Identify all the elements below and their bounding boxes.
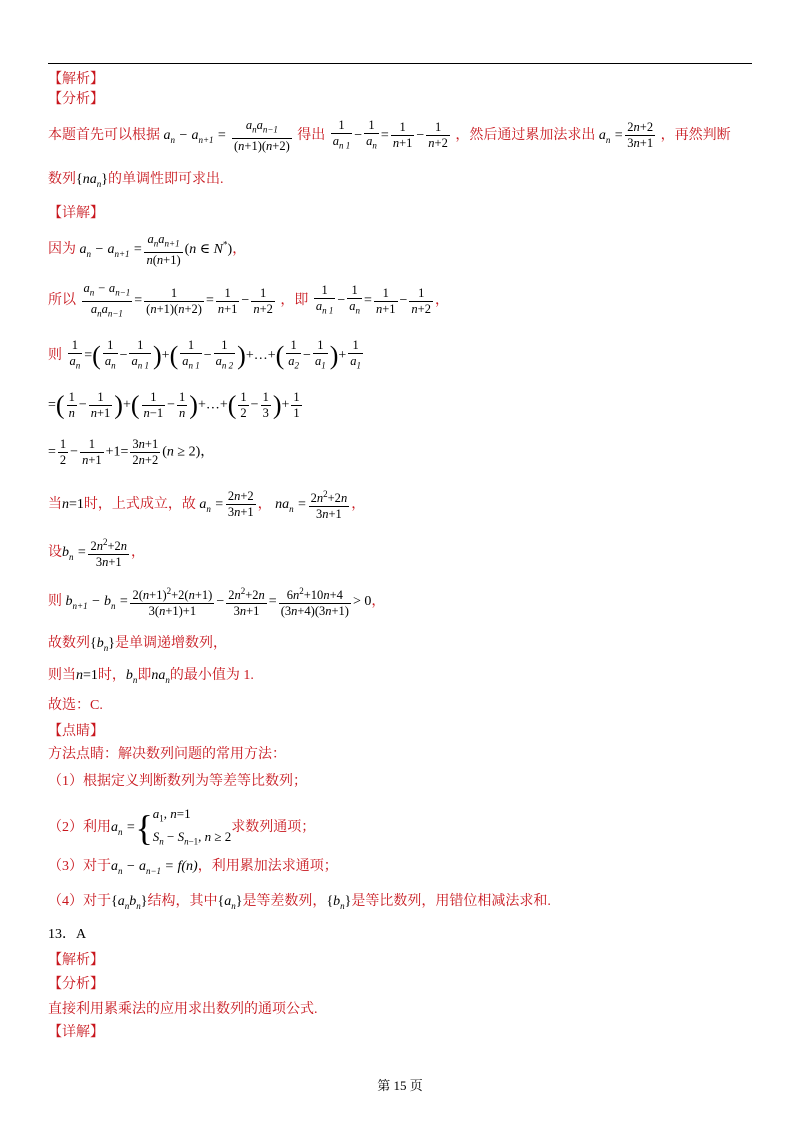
eq-then-1: 则 $\frac{1}{a_n}$ =( $\frac{1}{a_n}$ − $\frac{1}{a_{n 1}}$ )+( $\frac{1}{a_{n 1}}$ − $\frac{1}{a_{n 2}}$ )+…+( $\frac{1}{a_2}$ − $\frac{1}{a_1}$ )+ $\frac{1}{a_1}$ (48, 338, 362, 371)
intro-line-2: 数列$\{na_n\}$的单调性即可求出. (48, 172, 224, 189)
method-title: 方法点睛：解决数列问题的常用方法： (48, 747, 286, 762)
intro-line-1: 本题首先可以根据 $a_n - a_{n+1}$ = $a_na_{n-1}$ (n+1)(n+2) 得出 $\frac{1}{a_{n 1}}$ − $\frac{1}{a_n}$ = $\frac{1}{n+1}$ − $\frac{1}{n+2}$ ，然后通过累加法求出 $a_n$ = $\frac{2n+2}{3n+1}$ ，再然判断 (48, 118, 731, 153)
eq-because: 因为 $a_n - a_{n+1}$ = $a_na_{n+1}$ n(n+1) (n ∈ N*)， (48, 232, 247, 267)
page-number: 第 15 页 (377, 1078, 423, 1093)
q13-fenxi-text: 直接利用累乘法的应用求出数列的通项公式. (48, 1002, 318, 1017)
line-choose: 故选：C. (48, 698, 103, 713)
eq-then-3: = $\frac{1}{2}$ − $\frac{1}{n+1}$ +1= $\frac{3n+1}{2n+2}$ (n ≥ 2)， (48, 437, 215, 467)
method-1: （1）根据定义判断数列为等差等比数列； (48, 774, 307, 789)
section-comment: 【点睛】 (48, 724, 104, 739)
eq-then-2: =( $\frac{1}{n}$ − $\frac{1}{n+1}$ )+( $\frac{1}{n-1}$ − $\frac{1}{n}$ )+…+( $\frac{1}{2}$ − $\frac{1}{3}$ )+ $\frac{1}{1}$ (48, 390, 300, 420)
method-2: （2）利用$a_n =\{a_1$, n=1 $S_n - S_{n-1}$, n ≥ 2求数列通项； (48, 806, 316, 848)
section-fenxi-13: 【分析】 (48, 977, 104, 992)
section-fenxi: 【分析】 (48, 92, 104, 107)
method-3: （3）对于$a_n - a_{n-1} = f(n)$，利用累加法求通项； (48, 859, 338, 876)
line-increasing: 故数列$\{b_n\}$是单调递增数列， (48, 636, 227, 653)
header-rule (48, 63, 752, 64)
line-min: 则当n=1时，$b_n$即$na_n$的最小值为 1. (48, 668, 254, 685)
eq-set: 设$b_n$ = $\frac{2n^2+2n}{3n+1}$ ， (48, 537, 146, 570)
method-4: （4）对于$\{a_nb_n\}$结构，其中$\{a_n\}$是等差数列，$\{b_n\}$是等比数列，用错位相减法求和. (48, 894, 551, 911)
section-analysis: 【解析】 (48, 72, 104, 87)
eq-so: 所以 $a_n - a_{n-1}$ $a_na_{n-1}$ = $\frac{1}{(n+1)(n+2)}$ = $\frac{1}{n+1}$ − $\frac{1}{n+2}$ ，即 $\frac{1}{a_{n 1}}$ − $\frac{1}{a_n}$ = $\frac{1}{n+1}$ − $\frac{1}{n+2}$ ， (48, 281, 449, 318)
eq-diff: 则 $b_{n+1} - b_n$ = $\frac{2(n+1)^2+2(n+1)}{3(n+1)+1}$ − $\frac{2n^2+2n}{3n+1}$ = $\frac{6n^2+10n+4}{(3n+4)(3n+1)}$ > 0， (48, 586, 386, 619)
question-13-answer: 13．A (48, 927, 87, 942)
eq-when: 当n=1时，上式成立，故 $a_n$ = $\frac{2n+2}{3n+1}$ ， $na_n$ = $\frac{2n^2+2n}{3n+1}$ ， (48, 489, 366, 522)
section-analysis-13: 【解析】 (48, 953, 104, 968)
section-detail: 【详解】 (48, 206, 104, 221)
section-detail-13: 【详解】 (48, 1025, 104, 1040)
